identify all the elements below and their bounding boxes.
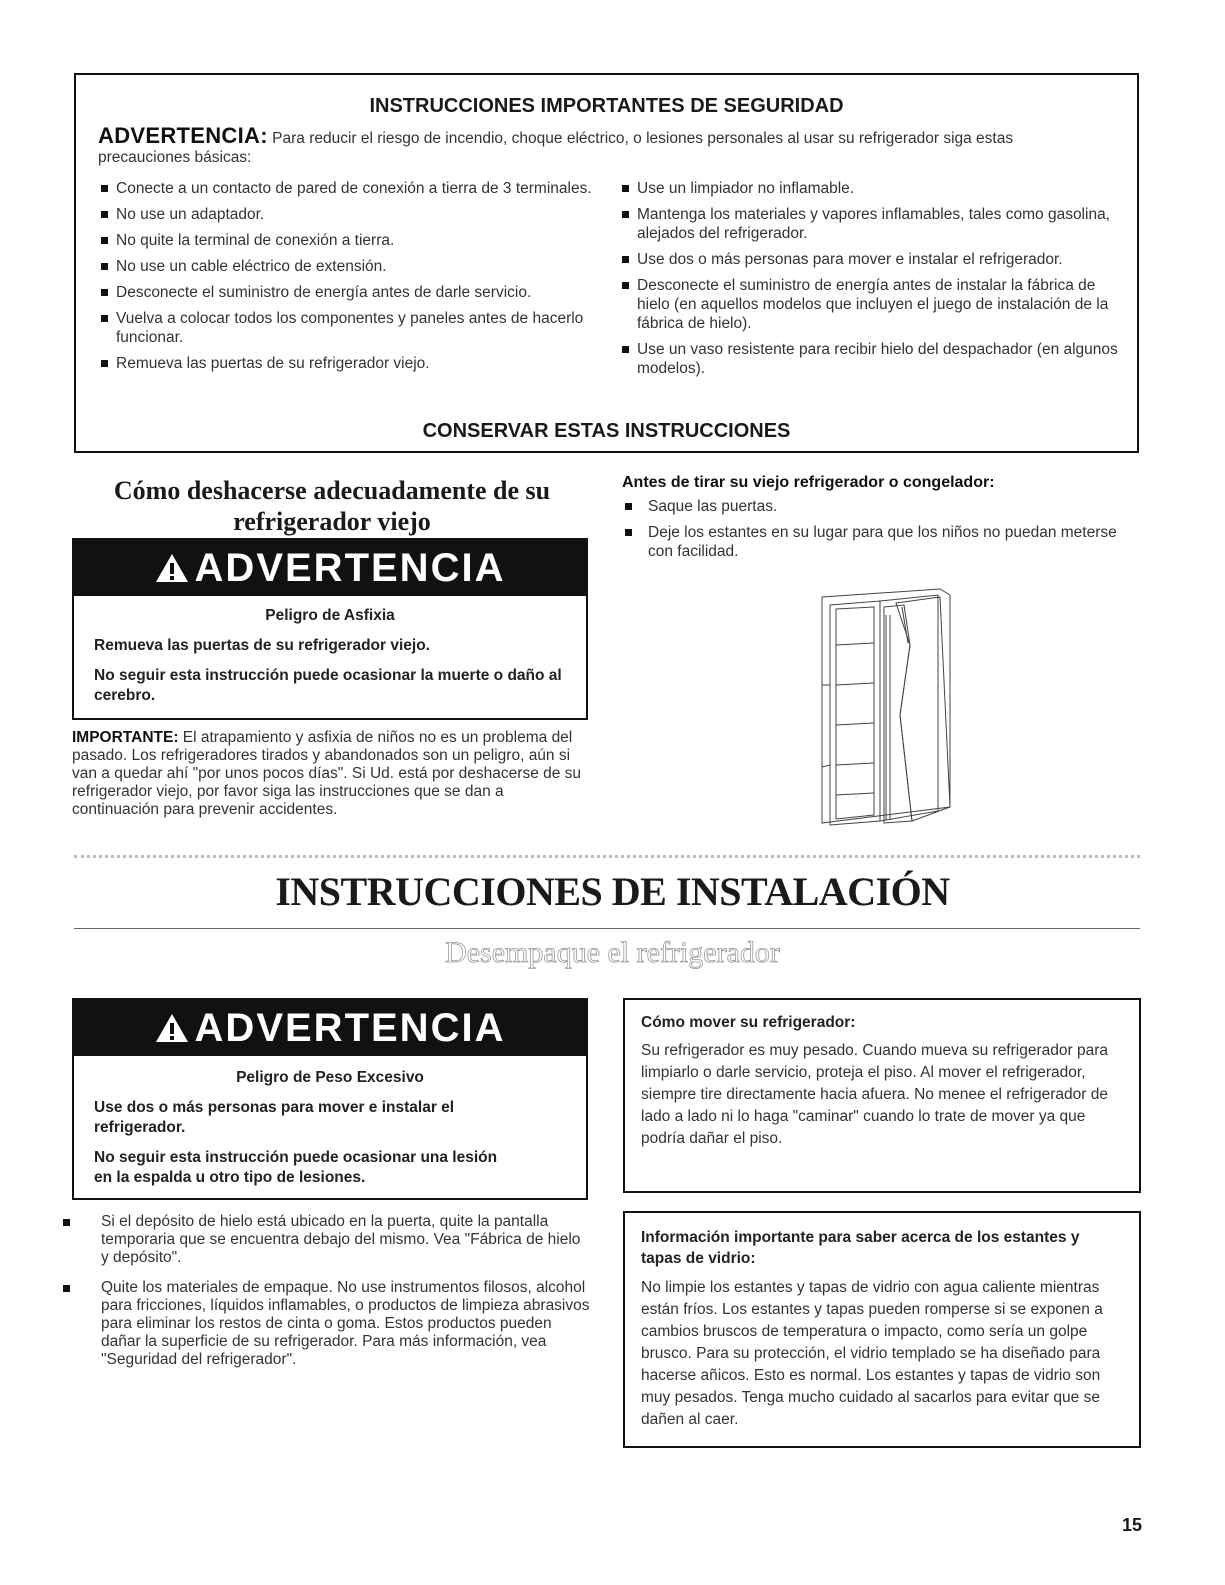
list-item: No use un cable eléctrico de extensión. [98,257,608,276]
list-item: Saque las puertas. [622,497,1122,516]
warning-line-1: Use dos o más personas para mover e instalar el refrigerador. [94,1099,455,1136]
unpack-list [60,1213,590,1376]
install-subtitle: Desempaque el refrigerador [445,936,780,969]
warning-banner-text: ADVERTENCIA [194,545,506,590]
warning-label: ADVERTENCIA: [98,123,268,148]
hazard-title: Peligro de Asfixia [265,607,395,624]
safety-list-left [98,179,608,380]
important-text: El atrapamiento y asfixia de niños no es un problema del pasado. Los refrigeradores tirados y abandonados son un peligro, aún si van a quedar ahí "por unos pocos días". Si Ud. está por deshacerse de su refrigerador viejo, por favor siga las instrucciones que se dan a continuación para prevenir accidentes. [72,729,582,818]
warning-triangle-icon [155,553,189,583]
safety-warning [98,123,1108,167]
warning-line-2: No seguir esta instrucción puede ocasionar la muerte o daño al cerebro. [94,667,562,704]
asphyxia-warning-box [72,538,588,720]
list-item: Mantenga los materiales y vapores inflamables, tales como gasolina, alejados del refrigerador. [619,205,1119,243]
list-item: Conecte a un contacto de pared de conexión a tierra de 3 terminales. [98,179,608,198]
glass-text: No limpie los estantes y tapas de vidrio con agua caliente mientras están fríos. Los estantes y tapas pueden romperse si se exponen a cambios bruscos de temperatura o impacto, como sería un golpe brusco. Para su protección, el vidrio templado se ha diseñado para hacerse añicos. Esto es normal. Los estantes y tapas de vidrio son muy pesados. Tenga mucho cuidado al sacarlos para evitar que se dañen al caer. [641,1279,1103,1428]
important-label: IMPORTANTE: [72,729,179,746]
moving-info-box [623,998,1141,1193]
safety-title: INSTRUCCIONES IMPORTANTES DE SEGURIDAD [369,95,844,117]
warning-line-1: Remueva las puertas de su refrigerador viejo. [94,637,430,654]
safety-instructions-box [74,73,1139,453]
warning-banner [74,1000,586,1056]
list-item: Use dos o más personas para mover e instalar el refrigerador. [619,250,1119,269]
safety-list-right [619,179,1119,385]
list-item: Use un limpiador no inflamable. [619,179,1119,198]
warning-triangle-icon [155,1013,189,1043]
list-item: Si el depósito de hielo está ubicado en la puerta, quite la pantalla temporaria que se encuentra debajo del mismo. Vea "Fábrica de hielo y depósito". [60,1213,590,1267]
refrigerator-doors-removed-illustration [800,585,972,830]
weight-warning-box [72,998,588,1200]
title-rule [74,928,1140,929]
page-number: 15 [1121,1515,1142,1535]
list-item: No quite la terminal de conexión a tierra. [98,231,608,250]
list-item: Deje los estantes en su lugar para que los niños no puedan meterse con facilidad. [622,523,1122,561]
hazard-title: Peligro de Peso Excesivo [236,1069,424,1086]
list-item: Remueva las puertas de su refrigerador viejo. [98,354,608,373]
list-item: Desconecte el suministro de energía antes de instalar la fábrica de hielo (en aquellos modelos que incluyen el juego de instalación de la fábrica de hielo). [619,276,1119,333]
warning-line-2: No seguir esta instrucción puede ocasionar una lesión en la espalda u otro tipo de lesiones. [94,1149,498,1186]
warning-text: Para reducir el riesgo de incendio, choque eléctrico, o lesiones personales al usar su refrigerador siga estas precauciones básicas: [98,130,1014,166]
safety-footer: CONSERVAR ESTAS INSTRUCCIONES [422,420,791,442]
disposal-heading: Cómo deshacerse adecuadamente de su refrigerador viejo [113,476,551,536]
section-divider [74,855,1140,858]
moving-heading: Cómo mover su refrigerador: [641,1014,856,1031]
moving-text: Su refrigerador es muy pesado. Cuando mueva su refrigerador para limpiarlo o darle servicio, proteja el piso. Al mover el refrigerador, siempre tire directamente hacia afuera. No menee el refrigerador de lado a lado ni lo haga "caminar" cuando lo trate de mover ya que podría dañar el piso. [641,1042,1108,1147]
list-item: Desconecte el suministro de energía antes de darle servicio. [98,283,608,302]
before-disposal-list [622,497,1122,568]
important-paragraph [72,729,588,819]
install-title: INSTRUCCIONES DE INSTALACIÓN [275,869,950,914]
list-item: No use un adaptador. [98,205,608,224]
glass-shelves-info-box [623,1211,1141,1448]
glass-heading: Información importante para saber acerca de los estantes y tapas de vidrio: [641,1229,1080,1267]
list-item: Vuelva a colocar todos los componentes y paneles antes de hacerlo funcionar. [98,309,608,347]
warning-banner [74,540,586,596]
list-item: Quite los materiales de empaque. No use instrumentos filosos, alcohol para fricciones, líquidos inflamables, o productos de limpieza abrasivos para eliminar los restos de cinta o goma. Estos productos pueden dañar la superficie de su refrigerador. Para más información, vea "Seguridad del refrigerador". [60,1279,590,1369]
warning-banner-text: ADVERTENCIA [194,1005,506,1050]
list-item: Use un vaso resistente para recibir hielo del despachador (en algunos modelos). [619,340,1119,378]
before-disposal-heading: Antes de tirar su viejo refrigerador o congelador: [622,474,995,491]
